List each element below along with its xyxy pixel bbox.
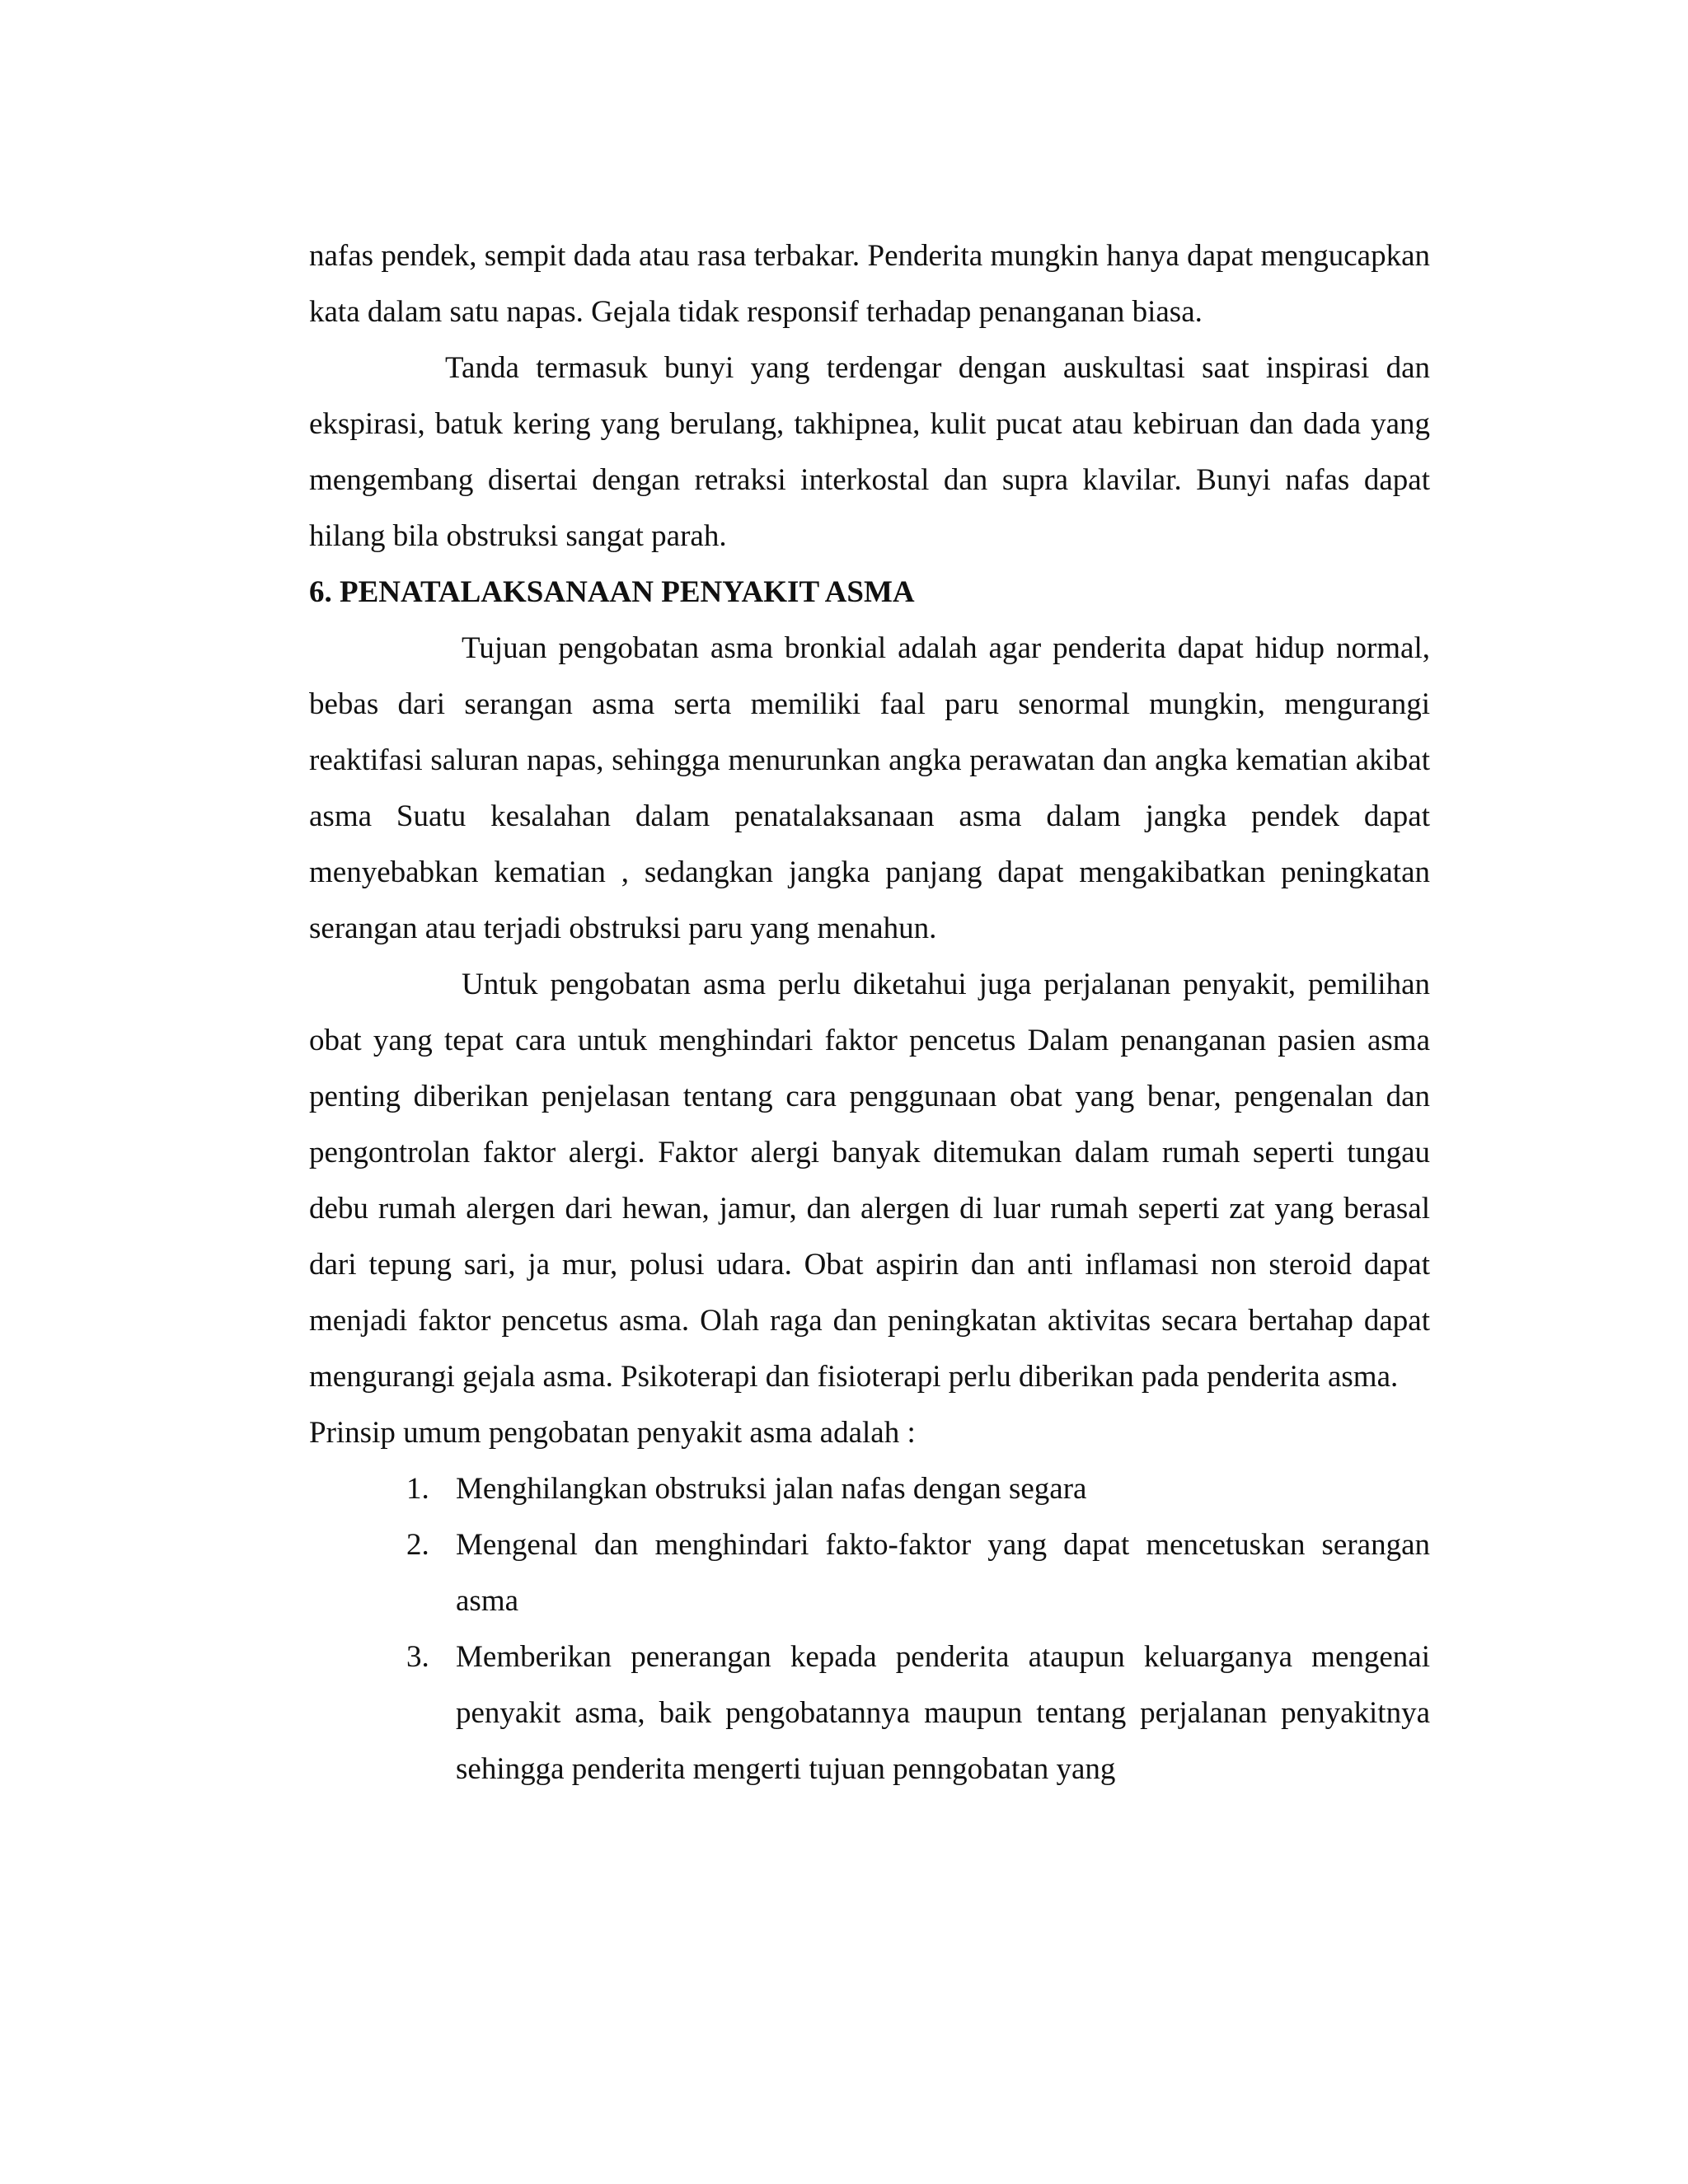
document-page bbox=[309, 228, 1430, 1797]
list-item-text: Menghilangkan obstruksi jalan nafas dengan segara bbox=[456, 1472, 1087, 1506]
paragraph-symptoms: nafas pendek, sempit dada atau rasa terbakar. Penderita mungkin hanya dapat mengucapkan kata dalam satu napas. Gejala tidak responsif terhadap penanganan biasa. bbox=[309, 239, 1430, 329]
paragraph-signs: Tanda termasuk bunyi yang terdengar dengan auskultasi saat inspirasi dan ekspirasi, batuk kering yang berulang, takhipnea, kulit pucat atau kebiruan dan dada yang mengembang disertai dengan retraksi interkostal dan supra klavilar. Bunyi nafas dapat hilang bila obstruksi sangat parah. bbox=[309, 351, 1430, 553]
list-item-number: 2. bbox=[406, 1528, 429, 1562]
section-heading: 6. PENATALAKSANAAN PENYAKIT ASMA bbox=[309, 575, 915, 609]
paragraph-treatment-goal: Tujuan pengobatan asma bronkial adalah agar penderita dapat hidup normal, bebas dari serangan asma serta memiliki faal paru senormal mungkin, mengurangi reaktifasi saluran napas, sehingga menurunkan angka perawatan dan angka kematian akibat asma Suatu kesalahan dalam penatalaksanaan asma dalam jangka pendek dapat menyebabkan kematian , sedangkan jangka panjang dapat mengakibatkan peningkatan serangan atau terjadi obstruksi paru yang menahun. bbox=[309, 631, 1430, 945]
list-item bbox=[309, 1461, 1430, 1517]
list-item bbox=[309, 1517, 1430, 1629]
list-item-text: Mengenal dan menghindari fakto-faktor yang dapat mencetuskan serangan asma bbox=[456, 1528, 1430, 1618]
list-item-text: Memberikan penerangan kepada penderita ataupun keluarganya mengenai penyakit asma, baik pengobatannya maupun tentang perjalanan penyakitnya sehingga penderita mengerti tujuan penngobatan yang bbox=[456, 1640, 1430, 1786]
paragraph-treatment-details: Untuk pengobatan asma perlu diketahui juga perjalanan penyakit, pemilihan obat yang tepat cara untuk menghindari faktor pencetus Dalam penanganan pasien asma penting diberikan penjelasan tentang cara penggunaan obat yang benar, pengenalan dan pengontrolan faktor alergi. Faktor alergi banyak ditemukan dalam rumah seperti tungau debu rumah alergen dari hewan, jamur, dan alergen di luar rumah seperti zat yang berasal dari tepung sari, ja mur, polusi udara. Obat aspirin dan anti inflamasi non steroid dapat menjadi faktor pencetus asma. Olah raga dan peningkatan aktivitas secara bertahap dapat mengurangi gejala asma. Psikoterapi dan fisioterapi perlu diberikan pada penderita asma. bbox=[309, 968, 1430, 1394]
principles-list bbox=[309, 1461, 1430, 1797]
list-item-number: 1. bbox=[406, 1472, 429, 1506]
list-item bbox=[309, 1629, 1430, 1797]
paragraph-principles-intro: Prinsip umum pengobatan penyakit asma adalah : bbox=[309, 1416, 916, 1450]
list-item-number: 3. bbox=[406, 1640, 429, 1674]
